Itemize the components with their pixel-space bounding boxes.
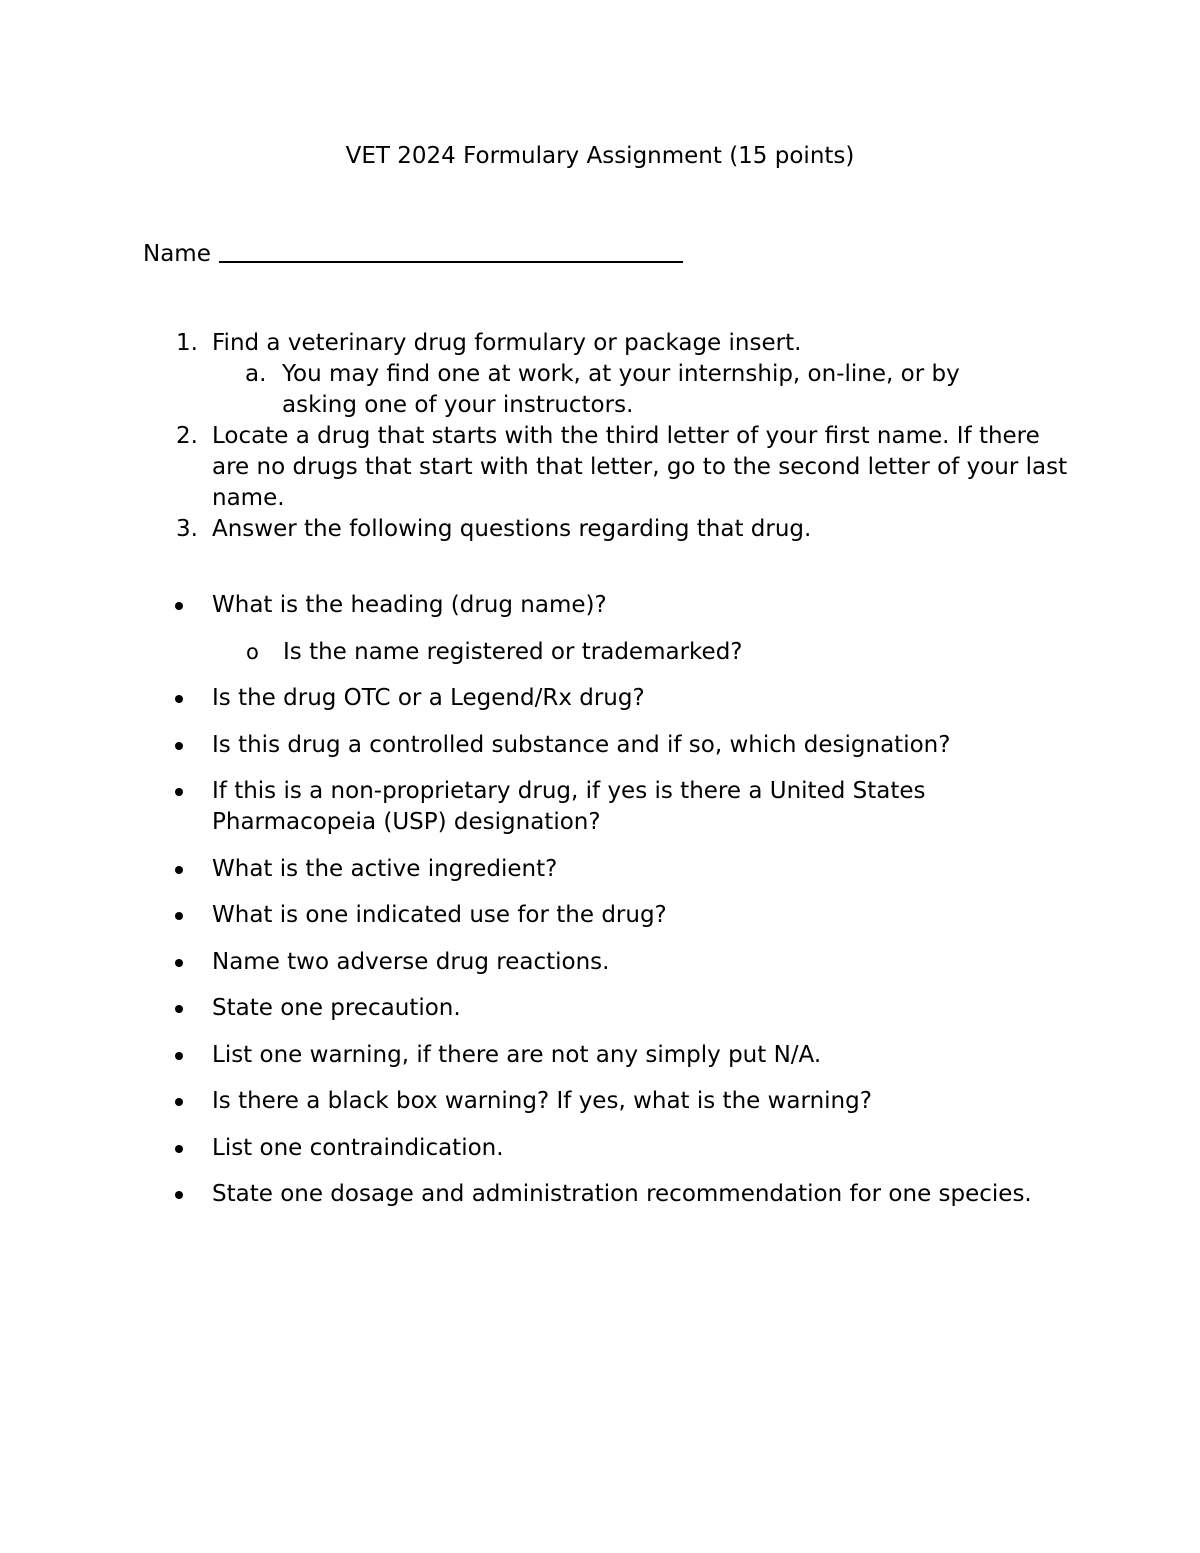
question-text: Is the drug OTC or a Legend/Rx drug? [212, 685, 645, 711]
bullet-icon [175, 959, 183, 967]
question-text: Name two adverse drug reactions. [212, 948, 610, 975]
instruction-subitem-text: You may find one at work, at your internship, on-line, or by asking one of your instructors. [282, 361, 960, 418]
question-text: List one contraindication. [212, 1134, 504, 1161]
bullet-icon [175, 602, 183, 610]
instruction-subitem [212, 359, 1012, 421]
question-text: List one warning, if there are not any simply put N/A. [212, 1041, 822, 1068]
instructions-list [0, 328, 1200, 545]
document-title: VET 2024 Formulary Assignment (15 points) [345, 143, 855, 169]
instruction-text: Find a veterinary drug formulary or package insert. [212, 330, 802, 356]
instruction-text: Locate a drug that starts with the third letter of your first name. If there are no drugs that start with that letter, go to the second letter of your last name. [212, 423, 1068, 511]
bullet-icon [175, 1145, 183, 1153]
question-subitem [0, 637, 1073, 668]
question-item [0, 1086, 1072, 1117]
question-text: If this is a non-proprietary drug, if yes is there a United States Pharmacopeia (USP) designation? [212, 778, 926, 835]
question-item [0, 1133, 1072, 1164]
question-text: What is one indicated use for the drug? [212, 902, 667, 928]
bullet-icon [175, 1005, 183, 1013]
instruction-subitem-letter: a. [245, 361, 267, 387]
question-text: State one dosage and administration recommendation for one species. [212, 1181, 1032, 1207]
circle-bullet-icon: o [246, 639, 259, 664]
name-label: Name [143, 241, 211, 267]
question-text: Is there a black box warning? If yes, what is the warning? [212, 1088, 872, 1114]
bullet-icon [175, 912, 183, 920]
instruction-number: 3. [176, 516, 198, 542]
bullet-icon [175, 1052, 183, 1060]
name-field-row [143, 234, 683, 270]
question-text: State one precaution. [212, 995, 461, 1021]
questions-list [0, 590, 1200, 1226]
instruction-item [0, 328, 1072, 421]
question-item [0, 1179, 1072, 1210]
question-item [0, 854, 1072, 885]
question-text: What is the active ingredient? [212, 855, 558, 882]
question-text: Is this drug a controlled substance and if so, which designation? [212, 731, 951, 758]
bullet-icon [175, 866, 183, 874]
question-item [0, 590, 1072, 621]
bullet-icon [175, 1191, 183, 1199]
question-item [0, 993, 1072, 1024]
question-item [0, 776, 1072, 838]
instruction-number: 2. [176, 423, 198, 449]
question-item [0, 730, 1072, 761]
question-item [0, 947, 1072, 978]
name-blank-line[interactable] [219, 236, 683, 263]
instruction-text: Answer the following questions regarding that drug. [212, 516, 812, 542]
instruction-number: 1. [176, 330, 198, 356]
question-subitem-text: Is the name registered or trademarked? [283, 638, 743, 665]
question-item [0, 683, 1072, 714]
bullet-icon [175, 788, 183, 796]
question-item [0, 1040, 1072, 1071]
instruction-item [0, 421, 1072, 514]
bullet-icon [175, 742, 183, 750]
bullet-icon [175, 1098, 183, 1106]
instruction-item [0, 514, 1072, 545]
bullet-icon [175, 695, 183, 703]
question-text: What is the heading (drug name)? [212, 592, 607, 618]
question-item [0, 900, 1072, 931]
